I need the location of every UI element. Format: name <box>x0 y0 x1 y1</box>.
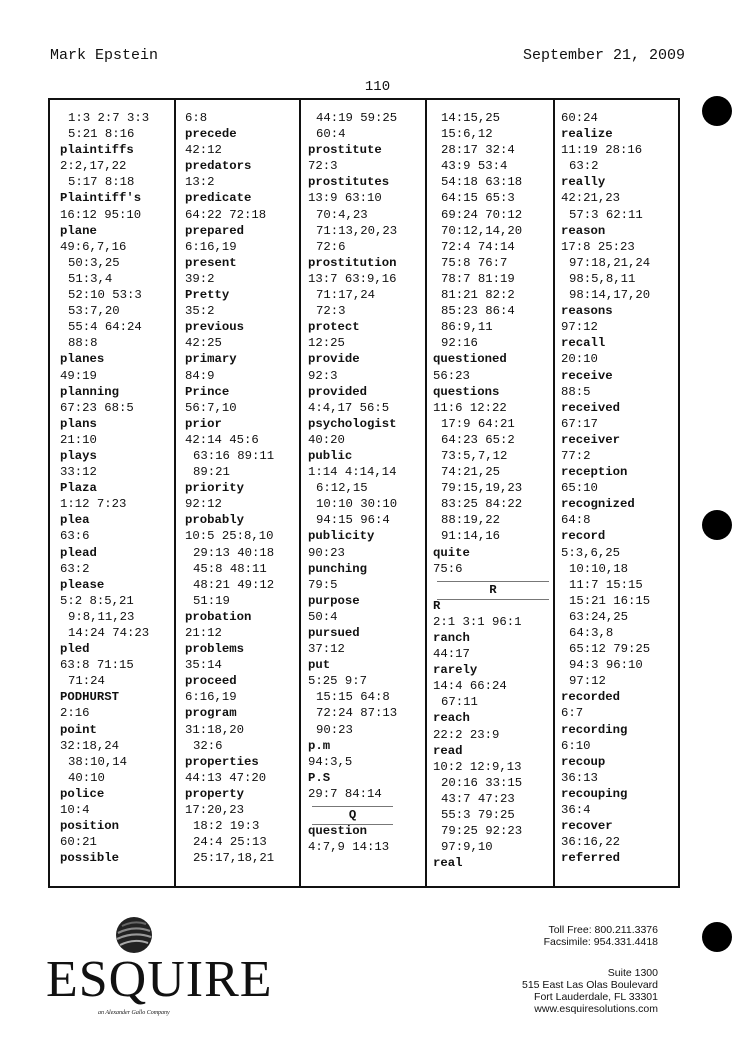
page-line-refs: 98:5,8,11 <box>569 271 636 286</box>
index-term: really <box>561 175 606 190</box>
page-line-refs: 6:16,19 <box>185 239 237 254</box>
page-line-refs: 1:3 2:7 3:3 <box>68 111 150 125</box>
page-line-refs: 5:2 8:5,21 <box>60 593 134 608</box>
page-line-refs: 20:16 33:15 <box>441 775 523 790</box>
page-line-refs: 55:3 79:25 <box>441 808 515 823</box>
index-term: publicity <box>308 529 375 544</box>
index-term: prostitution <box>308 255 397 270</box>
page-line-refs: 45:8 48:11 <box>193 561 267 576</box>
page-line-refs: 63:6 <box>60 529 90 544</box>
section-letter: R <box>433 577 553 598</box>
page-line-refs: 77:2 <box>561 448 591 463</box>
page-line-refs: 13:9 63:10 <box>308 191 382 206</box>
index-term: predators <box>185 159 252 174</box>
index-term: put <box>308 658 331 673</box>
page-line-refs: 63:2 <box>569 159 599 174</box>
index-column-4 <box>433 110 553 886</box>
index-term: plaintiffs <box>60 143 134 158</box>
column-divider <box>299 100 301 886</box>
page-line-refs: 98:14,17,20 <box>569 288 651 303</box>
page-line-refs: 73:5,7,12 <box>441 448 508 463</box>
page-number: 110 <box>364 79 391 95</box>
page-line-refs: 22:2 23:9 <box>433 727 500 742</box>
page-line-refs: 64:22 72:18 <box>185 207 267 222</box>
page-line-refs: 94:15 96:4 <box>316 513 390 528</box>
page-line-refs: 49:6,7,16 <box>60 239 127 254</box>
page-line-refs: 70:12,14,20 <box>441 223 523 238</box>
page-line-refs: 97:9,10 <box>441 840 493 855</box>
page-line-refs: 97:12 <box>569 674 606 689</box>
index-term: present <box>185 255 237 270</box>
page-line-refs: 60:24 <box>561 111 598 125</box>
index-term: reception <box>561 465 628 480</box>
page-line-refs: 63:2 <box>60 561 90 576</box>
column-divider <box>553 100 555 886</box>
index-term: record <box>561 529 606 544</box>
index-term: program <box>185 706 237 721</box>
index-term: P.S <box>308 770 331 785</box>
page-line-refs: 6:10 <box>561 738 591 753</box>
page-line-refs: 75:6 <box>433 561 463 576</box>
page-line-refs: 2:1 3:1 96:1 <box>433 614 522 629</box>
index-term: probation <box>185 609 252 624</box>
page-line-refs: 11:6 12:22 <box>433 400 507 415</box>
contact-address <box>522 967 658 1015</box>
page-line-refs: 78:7 81:19 <box>441 271 515 286</box>
column-divider <box>174 100 176 886</box>
page-line-refs: 31:18,20 <box>185 722 245 737</box>
page-line-refs: 17:20,23 <box>185 803 245 818</box>
index-term: reason <box>561 223 606 238</box>
index-term: protect <box>308 320 360 335</box>
page-line-refs: 65:12 79:25 <box>569 642 651 657</box>
index-term: realize <box>561 127 613 142</box>
page-line-refs: 64:8 <box>561 513 591 528</box>
page-line-refs: 14:15,25 <box>441 111 501 125</box>
website: www.esquiresolutions.com <box>534 1003 658 1015</box>
page-line-refs: 35:14 <box>185 658 222 673</box>
contact-phone <box>544 924 658 948</box>
page-line-refs: 88:5 <box>561 384 591 399</box>
punch-hole <box>702 922 732 952</box>
page-line-refs: 10:2 12:9,13 <box>433 759 522 774</box>
column-divider <box>425 100 427 886</box>
page-line-refs: 75:8 76:7 <box>441 255 508 270</box>
page-line-refs: 10:5 25:8,10 <box>185 529 274 544</box>
index-term: psychologist <box>308 416 397 431</box>
page-line-refs: 67:11 <box>441 695 478 710</box>
index-column-3 <box>308 110 397 886</box>
page-line-refs: 48:21 49:12 <box>193 577 275 592</box>
page-line-refs: 16:12 95:10 <box>60 207 142 222</box>
page-line-refs: 6:16,19 <box>185 690 237 705</box>
page-line-refs: 40:10 <box>68 770 105 785</box>
section-letter: Q <box>308 802 397 823</box>
page-line-refs: 72:3 <box>308 159 338 174</box>
punch-hole <box>702 510 732 540</box>
esquire-tagline: an Alexander Gallo Company <box>98 1010 170 1016</box>
page-line-refs: 17:9 64:21 <box>441 416 515 431</box>
page-line-refs: 43:9 53:4 <box>441 159 508 174</box>
page-line-refs: 14:4 66:24 <box>433 679 507 694</box>
esquire-globe-logo <box>114 915 154 955</box>
page-line-refs: 42:21,23 <box>561 191 621 206</box>
page-line-refs: 21:10 <box>60 432 97 447</box>
page-line-refs: 42:12 <box>185 143 222 158</box>
page-line-refs: 92:16 <box>441 336 478 351</box>
index-column-1 <box>60 110 149 886</box>
page-line-refs: 49:19 <box>60 368 97 383</box>
index-term: plays <box>60 448 97 463</box>
index-term: punching <box>308 561 368 576</box>
page-line-refs: 72:4 74:14 <box>441 239 515 254</box>
index-term: prostitute <box>308 143 382 158</box>
page-line-refs: 74:21,25 <box>441 465 501 480</box>
page-line-refs: 90:23 <box>308 545 345 560</box>
page-line-refs: 5:17 8:18 <box>68 175 135 190</box>
page-line-refs: 64:23 65:2 <box>441 432 515 447</box>
index-term: referred <box>561 851 621 866</box>
index-term: rarely <box>433 663 478 678</box>
punch-hole <box>702 96 732 126</box>
index-term: recording <box>561 722 628 737</box>
page-line-refs: 72:24 87:13 <box>316 706 398 721</box>
page-line-refs: 17:8 25:23 <box>561 239 635 254</box>
page-line-refs: 86:9,11 <box>441 320 493 335</box>
page-line-refs: 72:6 <box>316 239 346 254</box>
page-line-refs: 91:14,16 <box>441 529 501 544</box>
page-line-refs: 43:7 47:23 <box>441 791 515 806</box>
page-line-refs: 15:15 64:8 <box>316 690 390 705</box>
index-term: public <box>308 448 353 463</box>
index-term: planes <box>60 352 105 367</box>
index-term: predicate <box>185 191 252 206</box>
index-term: please <box>60 577 105 592</box>
page-line-refs: 67:23 68:5 <box>60 400 134 415</box>
page-line-refs: 18:2 19:3 <box>193 819 260 834</box>
index-term: p.m <box>308 738 331 753</box>
page-line-refs: 88:8 <box>68 336 98 351</box>
page-line-refs: 94:3,5 <box>308 754 353 769</box>
deponent-name: Mark Epstein <box>50 47 159 64</box>
page-line-refs: 20:10 <box>561 352 598 367</box>
page-line-refs: 79:15,19,23 <box>441 481 523 496</box>
page-line-refs: 56:23 <box>433 368 470 383</box>
page-line-refs: 37:12 <box>308 642 345 657</box>
index-term: purpose <box>308 593 360 608</box>
index-term: questions <box>433 384 500 399</box>
page-line-refs: 88:19,22 <box>441 513 501 528</box>
page-line-refs: 5:21 8:16 <box>68 127 135 142</box>
page-line-refs: 79:25 92:23 <box>441 824 523 839</box>
page-line-refs: 36:16,22 <box>561 835 621 850</box>
index-term: point <box>60 722 97 737</box>
index-term: Pretty <box>185 288 230 303</box>
page-line-refs: 67:17 <box>561 416 598 431</box>
index-term: planning <box>60 384 120 399</box>
index-term: recover <box>561 819 613 834</box>
page-line-refs: 4:7,9 14:13 <box>308 840 390 855</box>
page-line-refs: 83:25 84:22 <box>441 497 523 512</box>
page-line-refs: 50:4 <box>308 609 338 624</box>
index-term: PODHURST <box>60 690 120 705</box>
page-line-refs: 32:18,24 <box>60 738 120 753</box>
esquire-wordmark: ESQUIRE <box>46 951 273 1008</box>
page-line-refs: 5:25 9:7 <box>308 674 368 689</box>
index-term: priority <box>185 481 245 496</box>
page-line-refs: 81:21 82:2 <box>441 288 515 303</box>
page-line-refs: 60:4 <box>316 127 346 142</box>
page-line-refs: 28:17 32:4 <box>441 143 515 158</box>
page-line-refs: 64:15 65:3 <box>441 191 515 206</box>
page-line-refs: 12:25 <box>308 336 345 351</box>
index-term: provided <box>308 384 368 399</box>
page-line-refs: 60:21 <box>60 835 97 850</box>
page-line-refs: 11:19 28:16 <box>561 143 643 158</box>
index-term: questioned <box>433 352 507 367</box>
page-line-refs: 35:2 <box>185 304 215 319</box>
page-line-refs: 15:6,12 <box>441 127 493 142</box>
index-term: Plaintiff's <box>60 191 142 206</box>
index-term: previous <box>185 320 245 335</box>
index-term: real <box>433 856 463 871</box>
page-line-refs: 53:7,20 <box>68 304 120 319</box>
index-column-2 <box>185 110 274 886</box>
page-line-refs: 79:5 <box>308 577 338 592</box>
page-line-refs: 89:21 <box>193 465 230 480</box>
page-line-refs: 29:7 84:14 <box>308 786 382 801</box>
page-line-refs: 39:2 <box>185 271 215 286</box>
page-line-refs: 10:10,18 <box>569 561 629 576</box>
suite: Suite 1300 <box>607 967 658 979</box>
index-term: prior <box>185 416 222 431</box>
page-line-refs: 92:3 <box>308 368 338 383</box>
index-term: precede <box>185 127 237 142</box>
page-line-refs: 5:3,6,25 <box>561 545 621 560</box>
page-line-refs: 11:7 15:15 <box>569 577 643 592</box>
index-term: provide <box>308 352 360 367</box>
page-line-refs: 38:10,14 <box>68 754 128 769</box>
index-term: R <box>433 598 441 613</box>
page-line-refs: 71:24 <box>68 674 105 689</box>
index-term: possible <box>60 851 120 866</box>
page-line-refs: 50:3,25 <box>68 255 120 270</box>
index-term: question <box>308 824 368 839</box>
index-term: recall <box>561 336 606 351</box>
page-line-refs: 6:7 <box>561 706 584 721</box>
index-term: ranch <box>433 631 470 645</box>
index-term: recorded <box>561 690 621 705</box>
page-line-refs: 4:4,17 56:5 <box>308 400 390 415</box>
page-line-refs: 51:3,4 <box>68 271 113 286</box>
page-line-refs: 32:6 <box>193 738 223 753</box>
index-term: recoup <box>561 754 606 769</box>
page-line-refs: 6:8 <box>185 111 208 125</box>
toll-free: Toll Free: 800.211.3376 <box>548 924 658 936</box>
index-term: plans <box>60 416 97 431</box>
page-line-refs: 10:4 <box>60 803 90 818</box>
page-line-refs: 2:16 <box>60 706 90 721</box>
index-term: pursued <box>308 626 360 640</box>
facsimile: Facsimile: 954.331.4418 <box>543 936 658 948</box>
page-line-refs: 52:10 53:3 <box>68 288 142 303</box>
page-line-refs: 42:14 45:6 <box>185 432 259 447</box>
page-line-refs: 33:12 <box>60 465 97 480</box>
index-term: prostitutes <box>308 175 390 190</box>
page-line-refs: 90:23 <box>316 722 353 737</box>
page-line-refs: 44:17 <box>433 647 470 662</box>
index-term: reach <box>433 711 470 726</box>
index-term: properties <box>185 754 259 769</box>
index-term: proceed <box>185 674 237 689</box>
page-line-refs: 97:18,21,24 <box>569 255 651 270</box>
index-term: recognized <box>561 497 635 512</box>
page-line-refs: 55:4 64:24 <box>68 320 142 335</box>
page-line-refs: 1:14 4:14,14 <box>308 465 397 480</box>
index-term: problems <box>185 642 245 657</box>
deposition-date: September 21, 2009 <box>522 47 685 64</box>
city-state-zip: Fort Lauderdale, FL 33301 <box>534 991 658 1003</box>
index-term: received <box>561 400 621 415</box>
page-line-refs: 9:8,11,23 <box>68 609 135 624</box>
page-line-refs: 15:21 16:15 <box>569 593 651 608</box>
page-line-refs: 63:24,25 <box>569 609 629 624</box>
page-line-refs: 92:12 <box>185 497 222 512</box>
index-term: Plaza <box>60 481 97 496</box>
page-line-refs: 13:7 63:9,16 <box>308 271 397 286</box>
page-line-refs: 57:3 62:11 <box>569 207 643 222</box>
page-line-refs: 21:12 <box>185 626 222 640</box>
page-line-refs: 44:19 59:25 <box>316 111 398 125</box>
index-term: property <box>185 786 245 801</box>
index-term: probably <box>185 513 245 528</box>
page-line-refs: 29:13 40:18 <box>193 545 275 560</box>
page-line-refs: 97:12 <box>561 320 598 335</box>
page-line-refs: 71:17,24 <box>316 288 376 303</box>
index-term: prepared <box>185 223 245 238</box>
page-line-refs: 42:25 <box>185 336 222 351</box>
page-line-refs: 36:4 <box>561 803 591 818</box>
page-line-refs: 65:10 <box>561 481 598 496</box>
page-line-refs: 24:4 25:13 <box>193 835 267 850</box>
page-line-refs: 85:23 86:4 <box>441 304 515 319</box>
page-line-refs: 1:12 7:23 <box>60 497 127 512</box>
page-line-refs: 69:24 70:12 <box>441 207 523 222</box>
index-term: recouping <box>561 786 628 801</box>
index-term: police <box>60 786 105 801</box>
page-line-refs: 84:9 <box>185 368 215 383</box>
page-line-refs: 51:19 <box>193 593 230 608</box>
page-line-refs: 6:12,15 <box>316 481 368 496</box>
index-term: plea <box>60 513 90 528</box>
index-column-5 <box>561 110 650 886</box>
page-line-refs: 36:13 <box>561 770 598 785</box>
page-line-refs: 14:24 74:23 <box>68 626 150 640</box>
page-line-refs: 94:3 96:10 <box>569 658 643 673</box>
index-term: position <box>60 819 120 834</box>
page-line-refs: 64:3,8 <box>569 626 614 640</box>
page-line-refs: 13:2 <box>185 175 215 190</box>
word-index <box>48 98 680 888</box>
street-address: 515 East Las Olas Boulevard <box>522 979 658 991</box>
index-term: reasons <box>561 304 613 319</box>
index-term: pled <box>60 642 90 657</box>
index-term: Prince <box>185 384 230 399</box>
index-term: receiver <box>561 432 621 447</box>
page-line-refs: 63:8 71:15 <box>60 658 134 673</box>
page-line-refs: 10:10 30:10 <box>316 497 398 512</box>
index-term: read <box>433 743 463 758</box>
page-line-refs: 56:7,10 <box>185 400 237 415</box>
index-term: plead <box>60 545 97 560</box>
index-term: receive <box>561 368 613 383</box>
index-term: quite <box>433 545 470 560</box>
page-line-refs: 63:16 89:11 <box>193 448 275 463</box>
index-term: plane <box>60 223 97 238</box>
page-line-refs: 44:13 47:20 <box>185 770 267 785</box>
page-line-refs: 71:13,20,23 <box>316 223 398 238</box>
page-line-refs: 25:17,18,21 <box>193 851 275 866</box>
page-line-refs: 54:18 63:18 <box>441 175 523 190</box>
page-line-refs: 72:3 <box>316 304 346 319</box>
page-line-refs: 2:2,17,22 <box>60 159 127 174</box>
page-line-refs: 70:4,23 <box>316 207 368 222</box>
index-term: primary <box>185 352 237 367</box>
page-line-refs: 40:20 <box>308 432 345 447</box>
